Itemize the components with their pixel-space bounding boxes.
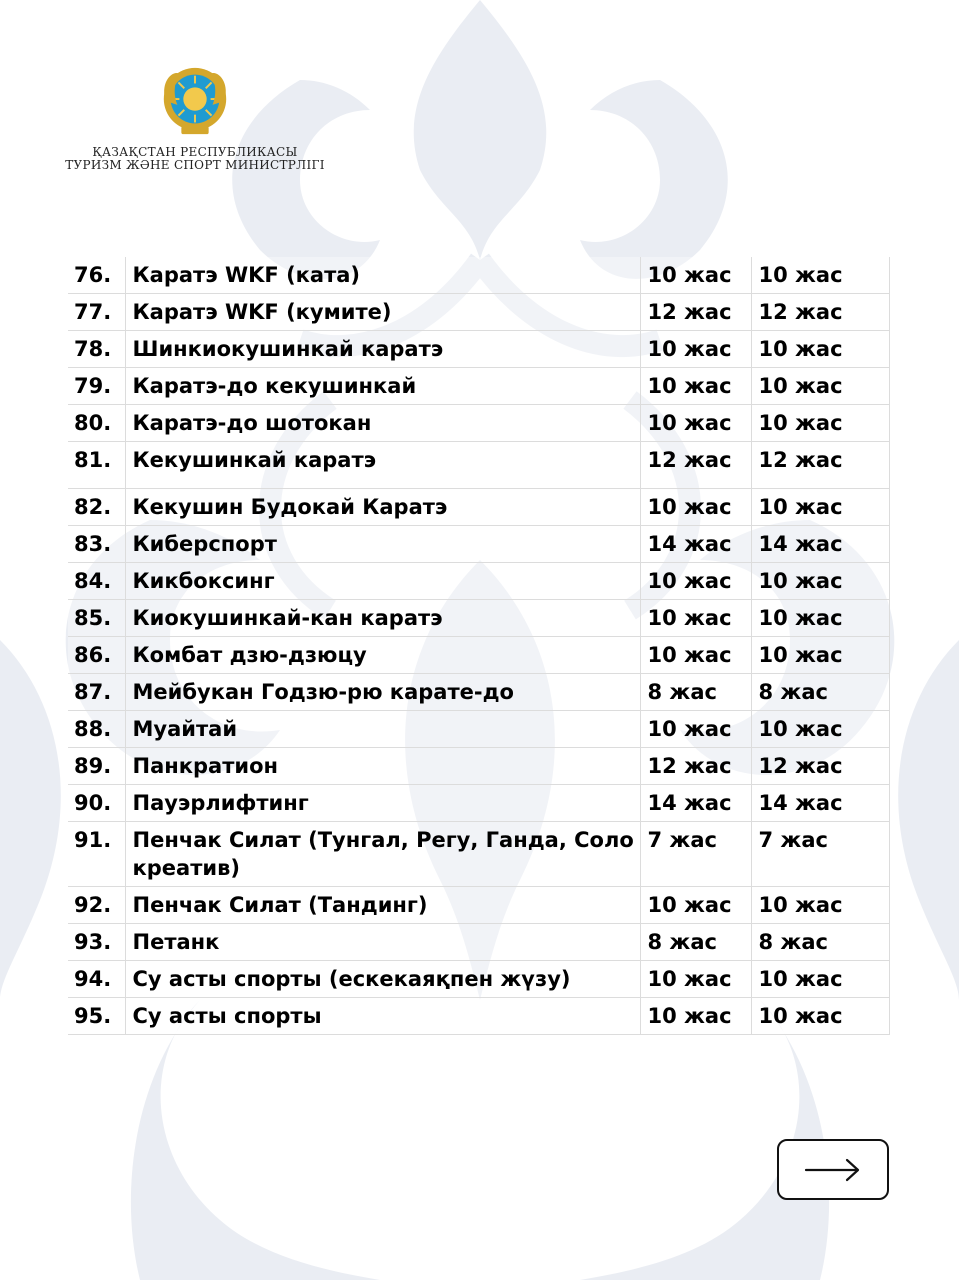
- row-number: 78.: [68, 331, 125, 368]
- table-row: [68, 368, 889, 405]
- sport-name: Шинкиокушинкай каратэ: [125, 331, 640, 368]
- row-number: 79.: [68, 368, 125, 405]
- age-value-b: 12 жас: [751, 294, 889, 331]
- row-number: 83.: [68, 526, 125, 563]
- sport-name: Кекушин Будокай Каратэ: [125, 489, 640, 526]
- sport-name: Мейбукан Годзю-рю карате-до: [125, 674, 640, 711]
- table-row: [68, 563, 889, 600]
- table-row: [68, 637, 889, 674]
- age-value-a: 12 жас: [640, 294, 751, 331]
- age-value-a: 10 жас: [640, 600, 751, 637]
- age-value-b: 10 жас: [751, 711, 889, 748]
- arrow-right-icon: [803, 1155, 863, 1185]
- row-number: 86.: [68, 637, 125, 674]
- age-value-a: 10 жас: [640, 405, 751, 442]
- sport-name: Киокушинкай-кан каратэ: [125, 600, 640, 637]
- age-value-b: 10 жас: [751, 405, 889, 442]
- age-value-a: 12 жас: [640, 748, 751, 785]
- table-row: [68, 748, 889, 785]
- row-number: 95.: [68, 998, 125, 1035]
- age-value-a: 14 жас: [640, 785, 751, 822]
- sports-age-table: [68, 257, 890, 1035]
- age-value-a: 10 жас: [640, 368, 751, 405]
- age-value-b: 10 жас: [751, 887, 889, 924]
- table-row: [68, 961, 889, 998]
- age-value-a: 10 жас: [640, 489, 751, 526]
- age-value-a: 10 жас: [640, 257, 751, 294]
- sports-age-table-container: [68, 257, 889, 1035]
- row-number: 93.: [68, 924, 125, 961]
- sport-name: Каратэ WKF (ката): [125, 257, 640, 294]
- age-value-b: 7 жас: [751, 822, 889, 887]
- table-row: [68, 405, 889, 442]
- age-value-a: 14 жас: [640, 526, 751, 563]
- table-row: [68, 711, 889, 748]
- table-row: [68, 924, 889, 961]
- ministry-header: [60, 62, 330, 172]
- next-page-button[interactable]: [777, 1139, 889, 1200]
- sport-name: Петанк: [125, 924, 640, 961]
- row-number: 81.: [68, 442, 125, 489]
- table-row: [68, 331, 889, 368]
- age-value-b: 10 жас: [751, 998, 889, 1035]
- table-row: [68, 257, 889, 294]
- sport-name: Пенчак Силат (Тандинг): [125, 887, 640, 924]
- age-value-a: 10 жас: [640, 637, 751, 674]
- age-value-b: 10 жас: [751, 600, 889, 637]
- age-value-a: 10 жас: [640, 961, 751, 998]
- sport-name: Каратэ-до шотокан: [125, 405, 640, 442]
- sport-name: Су асты спорты (ескекаяқпен жүзу): [125, 961, 640, 998]
- table-row: [68, 526, 889, 563]
- row-number: 91.: [68, 822, 125, 887]
- table-row: [68, 822, 889, 887]
- table-row: [68, 998, 889, 1035]
- age-value-a: 10 жас: [640, 331, 751, 368]
- sport-name: Кикбоксинг: [125, 563, 640, 600]
- table-row: [68, 674, 889, 711]
- age-value-b: 10 жас: [751, 489, 889, 526]
- row-number: 92.: [68, 887, 125, 924]
- age-value-a: 8 жас: [640, 674, 751, 711]
- sport-name: Каратэ-до кекушинкай: [125, 368, 640, 405]
- ministry-name-line2: ТУРИЗМ ЖӘНЕ СПОРТ МИНИСТРЛІГІ: [65, 158, 325, 172]
- age-value-b: 8 жас: [751, 674, 889, 711]
- row-number: 90.: [68, 785, 125, 822]
- sport-name: Комбат дзю-дзюцу: [125, 637, 640, 674]
- row-number: 80.: [68, 405, 125, 442]
- state-emblem-icon: [156, 62, 234, 140]
- sport-name: Пенчак Силат (Тунгал, Регу, Ганда, Соло креатив): [125, 822, 640, 887]
- sport-name: Каратэ WKF (кумите): [125, 294, 640, 331]
- age-value-b: 10 жас: [751, 961, 889, 998]
- row-number: 82.: [68, 489, 125, 526]
- age-value-a: 10 жас: [640, 998, 751, 1035]
- table-row: [68, 294, 889, 331]
- sport-name: Панкратион: [125, 748, 640, 785]
- row-number: 87.: [68, 674, 125, 711]
- row-number: 85.: [68, 600, 125, 637]
- age-value-b: 10 жас: [751, 257, 889, 294]
- row-number: 88.: [68, 711, 125, 748]
- row-number: 94.: [68, 961, 125, 998]
- age-value-b: 14 жас: [751, 785, 889, 822]
- table-row: [68, 489, 889, 526]
- age-value-b: 12 жас: [751, 748, 889, 785]
- age-value-a: 12 жас: [640, 442, 751, 489]
- age-value-b: 12 жас: [751, 442, 889, 489]
- age-value-a: 10 жас: [640, 711, 751, 748]
- sport-name: Киберспорт: [125, 526, 640, 563]
- age-value-a: 7 жас: [640, 822, 751, 887]
- sport-name: Кекушинкай каратэ: [125, 442, 640, 489]
- age-value-a: 8 жас: [640, 924, 751, 961]
- age-value-b: 8 жас: [751, 924, 889, 961]
- ministry-name-line1: ҚАЗАҚСТАН РЕСПУБЛИКАСЫ: [92, 145, 298, 159]
- age-value-b: 10 жас: [751, 563, 889, 600]
- age-value-b: 10 жас: [751, 331, 889, 368]
- sport-name: Пауэрлифтинг: [125, 785, 640, 822]
- sport-name: Су асты спорты: [125, 998, 640, 1035]
- row-number: 76.: [68, 257, 125, 294]
- age-value-b: 10 жас: [751, 637, 889, 674]
- table-row: [68, 887, 889, 924]
- age-value-a: 10 жас: [640, 887, 751, 924]
- age-value-a: 10 жас: [640, 563, 751, 600]
- table-row: [68, 785, 889, 822]
- row-number: 84.: [68, 563, 125, 600]
- age-value-b: 10 жас: [751, 368, 889, 405]
- table-row: [68, 442, 889, 489]
- age-value-b: 14 жас: [751, 526, 889, 563]
- sport-name: Муайтай: [125, 711, 640, 748]
- row-number: 77.: [68, 294, 125, 331]
- table-row: [68, 600, 889, 637]
- row-number: 89.: [68, 748, 125, 785]
